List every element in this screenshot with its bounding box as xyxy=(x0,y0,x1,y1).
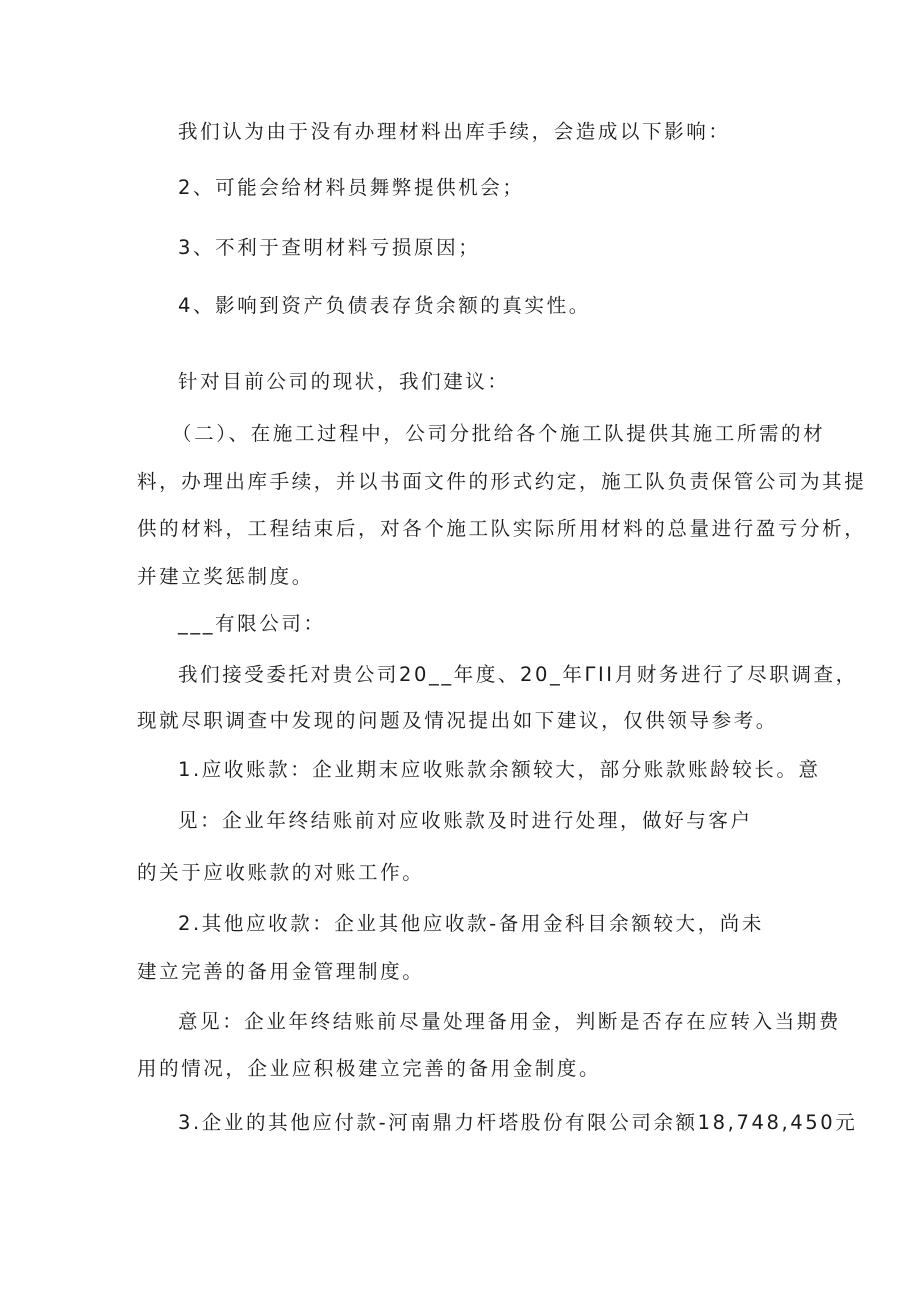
paragraph-line: 2、可能会给材料员舞弊提供机会； xyxy=(178,176,525,199)
paragraph-line: 我们接受委托对贵公司20__年度、20_年ΓII月财务进行了尽职调查， xyxy=(178,663,858,686)
paragraph-line: 现就尽职调查中发现的问题及情况提出如下建议，仅供领导参考。 xyxy=(137,709,778,732)
paragraph-line: ___有限公司： xyxy=(178,612,326,635)
paragraph-line: 3、不利于查明材料亏损原因； xyxy=(178,236,481,259)
paragraph-line: 建立完善的备用金管理制度。 xyxy=(137,960,425,983)
paragraph-line: 并建立奖惩制度。 xyxy=(137,565,314,588)
paragraph-line: 用的情况，企业应积极建立完善的备用金制度。 xyxy=(137,1057,602,1080)
paragraph-line: 4、影响到资产负债表存货余额的真实性。 xyxy=(178,294,591,317)
paragraph-line: 见：企业年终结账前对应收账款及时进行处理，做好与客户 xyxy=(178,809,753,832)
paragraph-line: （二）、在施工过程中，公司分批给各个施工队提供其施工所需的材 xyxy=(172,422,826,445)
paragraph-line: 的关于应收账款的对账工作。 xyxy=(137,861,425,884)
paragraph-line: 3.企业的其他应付款-河南鼎力杆塔股份有限公司余额18,748,450元 xyxy=(178,1111,858,1134)
paragraph-line: 料，办理出库手续，并以书面文件的形式约定，施工队负责保管公司为其提 xyxy=(137,470,867,493)
paragraph-line: 针对目前公司的现状，我们建议： xyxy=(178,370,510,393)
paragraph-line: 2.其他应收款：企业其他应收款-备用金科目余额较大，尚未 xyxy=(178,912,764,935)
paragraph-line: 我们认为由于没有办理材料出库手续，会造成以下影响： xyxy=(178,120,731,143)
paragraph-line: 1.应收账款：企业期末应收账款余额较大，部分账款账龄较长。意 xyxy=(178,758,821,781)
paragraph-line: 供的材料，工程结束后，对各个施工队实际所用材料的总量进行盈亏分析， xyxy=(137,517,867,540)
paragraph-line: 意见：企业年终结账前尽量处理备用金，判断是否存在应转入当期费 xyxy=(178,1010,842,1033)
